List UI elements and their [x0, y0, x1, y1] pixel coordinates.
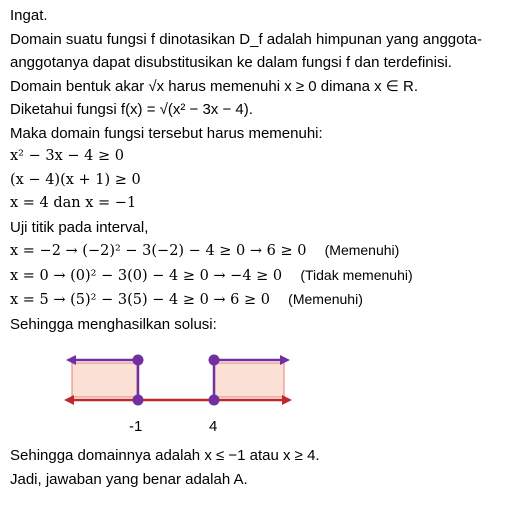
final-answer: Jadi, jawaban yang benar adalah A. — [10, 470, 248, 488]
interval-test-intro: Uji titik pada interval, — [10, 218, 149, 236]
test-point-2-expr: x = 0 → (0)² − 3(0) − 4 ≥ 0 → −4 ≥ 0 — [10, 267, 283, 284]
tick-label-minus-one: -1 — [129, 418, 143, 435]
right-ray-arrow — [280, 355, 290, 365]
test-point-3-expr: x = 5 → (5)² − 3(5) − 4 ≥ 0 → 6 ≥ 0 — [10, 292, 270, 308]
given-function: Diketahui fungsi f(x) = √(x² − 3x − 4). — [10, 101, 253, 118]
axis-arrow-right — [282, 395, 292, 405]
factored-inequality: (x − 4)(x + 1) ≥ 0 — [10, 171, 141, 188]
test-point-2 — [10, 264, 502, 289]
roots: x = 4 dan x = −1 — [10, 195, 137, 211]
number-line-diagram — [58, 342, 298, 442]
left-ray-arrow — [66, 355, 76, 365]
shade-right — [214, 363, 284, 397]
root-domain-rule: Domain bentuk akar √x harus memenuhi x ≥ 0 dimana x ∈ R. — [10, 77, 419, 95]
domain-definition — [10, 28, 502, 75]
test-point-3-note: (Memenuhi) — [288, 291, 363, 307]
conclusion — [10, 444, 502, 491]
test-point-3 — [10, 288, 502, 313]
left-top-point — [133, 355, 144, 366]
test-point-1 — [10, 239, 502, 264]
tick-label-four: 4 — [209, 418, 218, 435]
domain-condition-intro: Maka domain fungsi tersebut harus memenuhi: — [10, 124, 323, 142]
shade-left — [72, 363, 137, 397]
left-axis-point — [133, 395, 144, 406]
test-point-2-note: (Tidak memenuhi) — [300, 266, 413, 283]
number-line-svg — [58, 342, 298, 422]
heading-ingat: Ingat. — [10, 7, 48, 24]
domain-result: Sehingga domainnya adalah x ≤ −1 atau x ≥ 4. — [10, 447, 320, 464]
test-point-1-note: (Memenuhi) — [324, 242, 400, 258]
solution-intro: Sehingga menghasilkan solusi: — [10, 315, 217, 333]
test-point-1-expr: x = −2 → (−2)² − 3(−2) − 4 ≥ 0 → 6 ≥ 0 — [10, 243, 307, 259]
solution-document — [10, 4, 502, 336]
domain-definition-text: Domain suatu fungsi f dinotasikan D_f adalah himpunan yang anggota-anggotanya dapat disubstitusikan ke dalam fungsi f dan terdefinisi. — [10, 30, 482, 71]
inequality: x² − 3x − 4 ≥ 0 — [10, 148, 124, 164]
right-axis-point — [209, 395, 220, 406]
axis-arrow-left — [64, 395, 74, 405]
right-top-point — [209, 355, 220, 366]
